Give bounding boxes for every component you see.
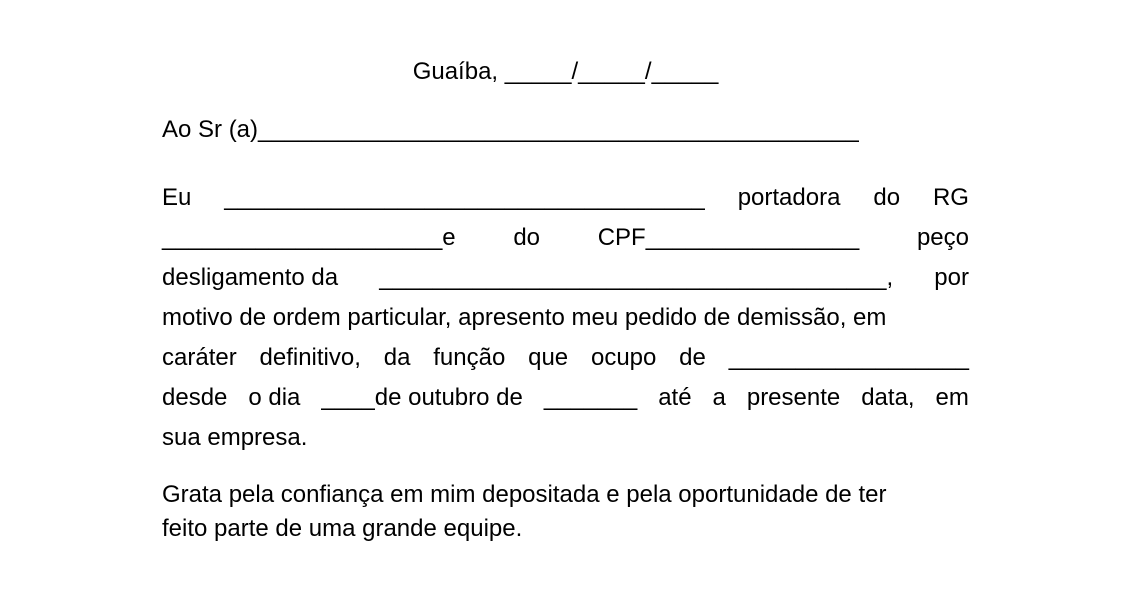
body-word: peço: [916, 224, 969, 251]
body-line-7: sua empresa.: [162, 424, 308, 451]
closing-line-2: feito parte de uma grande equipe.: [162, 515, 523, 542]
company-blank: ______________________________________,: [379, 264, 894, 291]
cpf-blank: CPF________________: [597, 224, 860, 251]
body-word: função: [433, 344, 506, 371]
body-word: do: [513, 224, 541, 251]
body-text: motivo de ordem particular, apresento meu pedido de demissão, em: [162, 304, 887, 331]
body-word: presente: [746, 384, 841, 411]
name-blank: ____________________________________: [224, 184, 705, 211]
body-word: Eu: [162, 184, 192, 211]
body-word: até: [658, 384, 692, 411]
body-word: caráter: [162, 344, 237, 371]
body-word: a: [712, 384, 726, 411]
body-line-5: [162, 344, 969, 372]
closing-line-1: Grata pela confiança em mim depositada e pela oportunidade de ter: [162, 481, 887, 508]
body-word: do: [873, 184, 901, 211]
body-word: portadora: [737, 184, 841, 211]
recipient-line: Ao Sr (a)_____________________________________________: [162, 116, 859, 143]
body-word: que: [528, 344, 569, 371]
body-word: da: [383, 344, 411, 371]
body-word: de: [679, 344, 706, 371]
body-line-2: [162, 224, 969, 252]
body-line-4: [162, 304, 969, 332]
body-word: por: [934, 264, 969, 291]
body-word: ocupo: [590, 344, 657, 371]
body-word: desligamento da: [162, 264, 339, 291]
body-word: data,: [861, 384, 915, 411]
body-word: o dia: [248, 384, 301, 411]
body-word: definitivo,: [259, 344, 361, 371]
date-line: Guaíba, _____/_____/_____: [412, 58, 719, 85]
body-line-3: [162, 264, 969, 292]
rg-blank: _____________________e: [162, 224, 456, 251]
role-blank: __________________: [728, 344, 969, 371]
body-word: desde: [162, 384, 228, 411]
body-line-1: [162, 184, 969, 212]
body-line-6: [162, 384, 969, 412]
body-word: em: [935, 384, 969, 411]
day-month-text: ____de outubro de: [321, 384, 523, 411]
year-blank: _______: [543, 384, 638, 411]
body-word: RG: [932, 184, 969, 211]
